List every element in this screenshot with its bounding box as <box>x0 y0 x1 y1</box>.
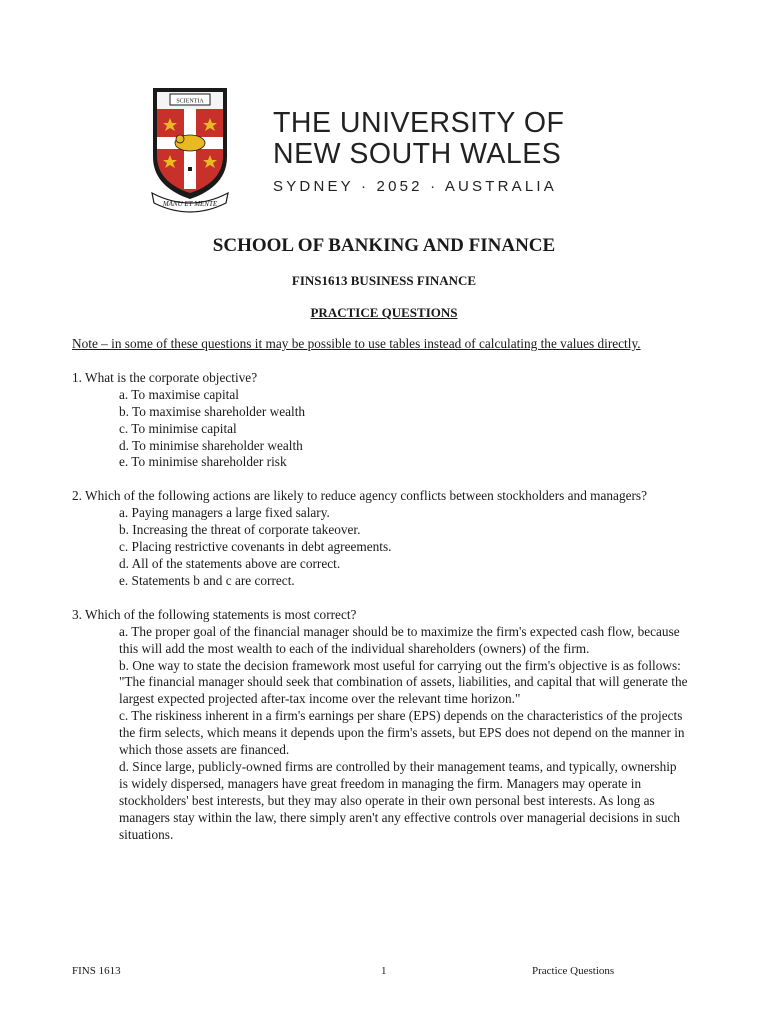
university-name-line2: NEW SOUTH WALES <box>273 138 562 170</box>
question-1 <box>72 370 688 471</box>
question-3 <box>72 607 688 844</box>
question-2 <box>72 488 688 589</box>
footer-course-code: FINS 1613 <box>72 965 121 977</box>
university-crest-logo <box>150 85 230 213</box>
footer-page-number: 1 <box>381 965 387 977</box>
course-title: FINS1613 BUSINESS FINANCE <box>291 273 477 288</box>
university-wordmark <box>273 108 633 195</box>
question-text: 2. Which of the following actions are likely to reduce agency conflicts between stockholders and managers? <box>72 488 648 504</box>
footer-document-title: Practice Questions <box>532 965 615 977</box>
crest-motto-top: SCIENTIA <box>176 98 204 105</box>
question-text: 1. What is the corporate objective? <box>72 369 258 385</box>
option: e. To minimise shareholder risk <box>119 454 287 470</box>
document-body <box>72 336 688 843</box>
option: a. The proper goal of the financial manager should be to maximize the firm's expected cash flow, because this will add the most wealth to each of the individual shareholders (owners) of the firm. <box>119 623 680 656</box>
practice-questions-heading: PRACTICE QUESTIONS <box>310 305 458 320</box>
question-text: 3. Which of the following statements is most correct? <box>72 606 357 622</box>
university-name-line1: THE UNIVERSITY OF <box>273 107 565 139</box>
crest-motto-bottom: MANU ET MENTE <box>162 200 218 208</box>
note-text: Note – in some of these questions it may be possible to use tables instead of calculating the values directly. <box>72 336 641 351</box>
school-title: SCHOOL OF BANKING AND FINANCE <box>212 235 556 256</box>
option: b. To maximise shareholder wealth <box>119 403 306 419</box>
option: b. One way to state the decision framework most useful for carrying out the firm's objective is as follows: "The financial manager should seek that combination of assets, liabilities, and capital that will generate the largest expected projected after-tax income over the relevant time horizon." <box>119 657 688 707</box>
option: b. Increasing the threat of corporate takeover. <box>119 522 361 538</box>
option: d. Since large, publicly-owned firms are controlled by their management teams, and typically, ownership is widely dispersed, managers have great freedom in managing the firm. Managers may operate in stockholders' best interests, but they may also operate in their own personal best interests. As long as managers stay within the law, there simply aren't any effective controls over managerial decisions in such situations. <box>119 758 681 842</box>
option: c. To minimise capital <box>119 420 237 436</box>
option: e. Statements b and c are correct. <box>119 572 295 588</box>
option: a. Paying managers a large fixed salary. <box>119 505 330 521</box>
option: d. All of the statements above are correct. <box>119 555 341 571</box>
option: c. The riskiness inherent in a firm's earnings per share (EPS) depends on the characteristics of the projects the firm selects, which means it depends upon the firm's assets, but EPS does not depend on the manner in which those assets are financed. <box>119 708 685 758</box>
university-location: SYDNEY · 2052 · AUSTRALIA <box>273 178 557 195</box>
option: c. Placing restrictive covenants in debt agreements. <box>119 539 392 555</box>
option: d. To minimise shareholder wealth <box>119 437 303 453</box>
option: a. To maximise capital <box>119 386 239 402</box>
